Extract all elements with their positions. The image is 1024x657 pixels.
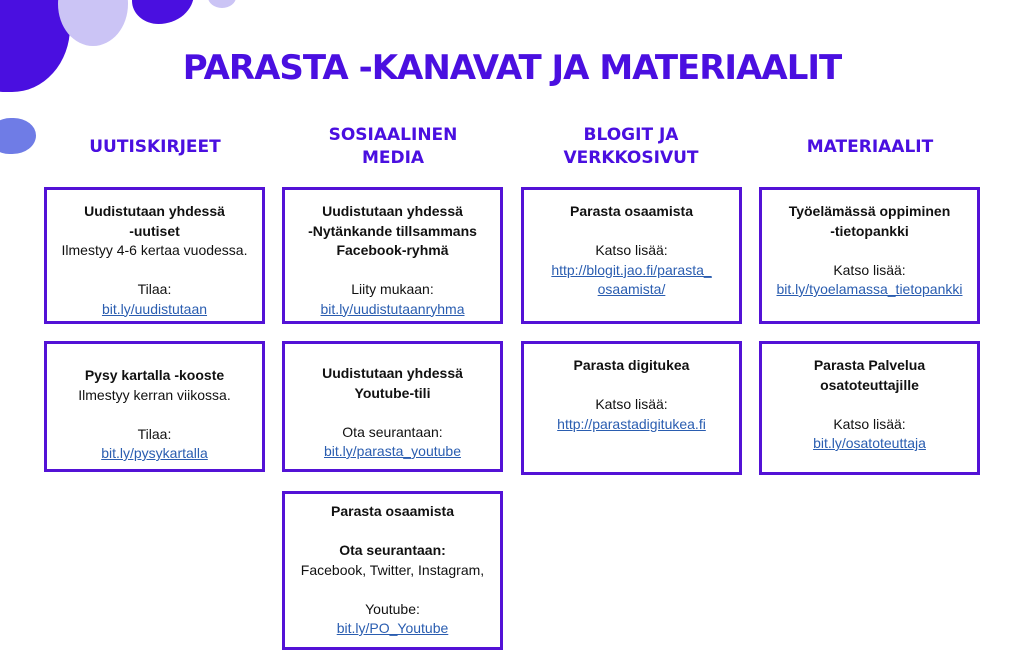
- column-heading-materiaalit: MATERIAALIT: [806, 136, 934, 157]
- card-title: Parasta osaamista: [331, 503, 454, 519]
- follow-link[interactable]: bit.ly/parasta_youtube: [324, 443, 461, 459]
- card-title: Parasta osaamista: [570, 203, 693, 219]
- column-heading-uutiskirjeet: UUTISKIRJEET: [89, 136, 221, 157]
- card-subtitle: Ota seurantaan:: [339, 542, 446, 558]
- card-title: Uudistutaan yhdessä: [84, 203, 225, 219]
- card-digitukea: [521, 341, 742, 475]
- website-link[interactable]: http://parastadigitukea.fi: [557, 415, 706, 432]
- card-title: -uutiset: [129, 222, 180, 239]
- column-heading-blogit: BLOGIT JA VERKKOSIVUT: [563, 125, 699, 168]
- card-title: osatoteuttajille: [820, 376, 919, 393]
- column-heading-sosiaalinen-media: SOSIAALINEN MEDIA: [328, 125, 458, 168]
- follow-link[interactable]: bit.ly/PO_Youtube: [336, 620, 449, 636]
- card-title: Parasta digitukea: [573, 357, 690, 373]
- card-title: Facebook-ryhmä: [336, 242, 449, 258]
- card-text: Katso lisää:: [833, 415, 906, 432]
- page-title: PARASTA -KANAVAT JA MATERIAALIT: [182, 48, 842, 88]
- card-text: Ilmestyy 4-6 kertaa vuodessa.: [61, 242, 248, 258]
- card-title: -tietopankki: [830, 222, 909, 239]
- tietopankki-link[interactable]: bit.ly/tyoelamassa_tietopankki: [776, 281, 963, 297]
- card-text: Liity mukaan:: [351, 281, 434, 297]
- card-text: Tilaa:: [137, 425, 172, 442]
- card-text: Ilmestyy kerran viikossa.: [78, 386, 231, 403]
- join-link[interactable]: bit.ly/uudistutaanryhma: [320, 300, 465, 317]
- card-pysykartalla: [44, 341, 265, 472]
- blog-link-cont[interactable]: osaamista/: [597, 281, 666, 297]
- card-title: Uudistutaan yhdessä: [322, 365, 463, 381]
- card-text: Facebook, Twitter, Instagram,: [300, 561, 485, 578]
- card-parasta-osaamista-some: [282, 491, 503, 650]
- decorative-blob: [208, 0, 236, 8]
- card-uutiset: [44, 187, 265, 324]
- card-blogi: [521, 187, 742, 324]
- card-palvelua: [759, 341, 980, 475]
- card-tietopankki: [759, 187, 980, 324]
- blog-link[interactable]: http://blogit.jao.fi/parasta_: [551, 261, 712, 278]
- osatoteuttaja-link[interactable]: bit.ly/osatoteuttaja: [813, 435, 926, 451]
- subscribe-link[interactable]: bit.ly/pysykartalla: [101, 445, 208, 461]
- card-text: Katso lisää:: [833, 261, 906, 278]
- card-facebook: [282, 187, 503, 324]
- card-text: Ota seurantaan:: [342, 423, 443, 440]
- card-title: -Nytänkande tillsammans: [308, 222, 477, 239]
- card-text: Tilaa:: [137, 281, 172, 297]
- decorative-blob: [0, 118, 36, 154]
- card-title: Youtube-tili: [354, 384, 431, 401]
- card-text: Katso lisää:: [595, 242, 668, 258]
- card-text: Youtube:: [365, 600, 420, 617]
- subscribe-link[interactable]: bit.ly/uudistutaan: [101, 300, 208, 317]
- card-title: Pysy kartalla -kooste: [84, 367, 225, 383]
- card-youtube: [282, 341, 503, 472]
- card-title: Parasta Palvelua: [813, 357, 926, 373]
- decorative-blob: [132, 0, 194, 24]
- card-title: Työelämässä oppiminen: [788, 203, 951, 219]
- card-title: Uudistutaan yhdessä: [322, 203, 463, 219]
- card-text: Katso lisää:: [595, 396, 668, 412]
